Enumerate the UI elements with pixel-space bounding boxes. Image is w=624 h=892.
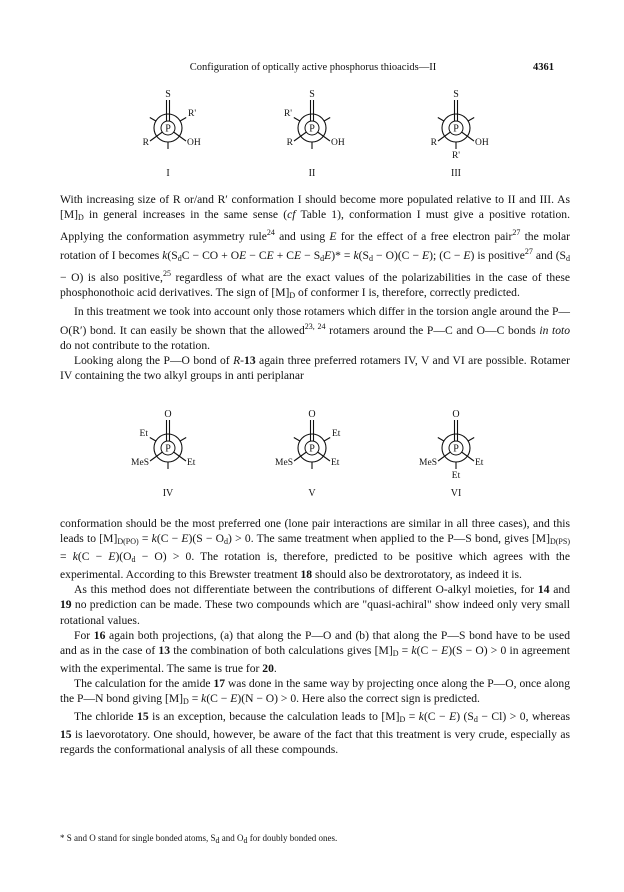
lower-left-substituent-label: MeS	[275, 458, 293, 468]
upper-right-substituent-label: Et	[332, 429, 341, 439]
body-text-lower	[60, 516, 570, 757]
newman-projection-V	[272, 409, 352, 502]
top-substituent-label: O	[308, 409, 316, 420]
back-bond-upper-right	[324, 118, 330, 122]
back-bond-upper-right	[180, 438, 186, 442]
paragraph: conformation should be the most preferred one (lone pair interactions are similar in all three cases), and this leads to $[M]_{D(PO)} = k(C - E)(S - O_d) > 0$. The same treatment when applied to the P—S bond, gives $[M]_{D(PS)} = k(C - E)(O_d - O) > 0$. The rotation is, therefore, predicted to be positive which agrees with the experimental. According to this Brewster treatment 18 should also be dextrorotatory, as indeed it is.	[60, 517, 570, 582]
back-bond-upper-left	[294, 438, 300, 442]
lower-right-substituent-label: OH	[331, 138, 345, 148]
structure-number-label: V	[308, 488, 316, 499]
top-substituent-label: O	[452, 409, 460, 420]
paragraph: Looking along the P—O bond of R-13 again three preferred rotamers IV, V and VI are possible. Rotamer IV containing the two alkyl groups in anti periplanar	[60, 353, 571, 382]
lower-right-substituent-label: Et	[331, 458, 340, 468]
center-atom-label: P	[165, 123, 171, 135]
paragraph: With increasing size of R or/and R′ conformation I should become more populated relative to II and III. As $[M]_D$ in general increases in the same sense (cf Table 1), conformation I must give a positive rotation. Applying the conformation asymmetry rule$^{24}$ and using E for the effect of a free electron pair$^{27}$ the molar rotation of I becomes $k(S_dC$ − CO + OE − CE + CE − $S_dE)* = k(S_d - O)(C - E)$; (C − E) is positive$^{27}$ and $(S_d - O)$ is also positive,$^{25}$ regardless of what are the exact values of the polarizabilities in the case of these phosphonothoic acid derivatives. The sign of $[M]_D$ of conformer I is, therefore, correctly predicted.	[60, 193, 571, 301]
paragraph: For 16 again both projections, (a) that along the P—O and (b) that along the P—S bond have to be used and as in the case of 13 the combination of both calculations gives $[M]_D = k(C - E)(S - O) > 0$ in agreement with the experimental. The same is true for 20.	[60, 628, 571, 675]
lower-right-substituent-label: OH	[187, 138, 201, 148]
newman-projection-III	[416, 89, 496, 182]
back-bond-upper-left	[150, 438, 156, 442]
newman-projection-II	[272, 89, 352, 182]
back-bond-upper-left	[438, 438, 444, 442]
newman-projection-VI	[416, 409, 496, 502]
top-substituent-label: O	[164, 409, 172, 420]
back-bond-upper-right	[468, 438, 474, 442]
lower-right-substituent-label: OH	[475, 138, 489, 148]
structure-number-label: VI	[450, 488, 462, 499]
center-atom-label: P	[309, 123, 315, 135]
paragraph: The chloride 15 is an exception, because the calculation leads to $[M]_D = k(C - E) (S_d - Cl) > 0$, whereas 15 is laevorotatory. One should, however, be aware of the fact that this treatment is very crude, especially as regards the conformational analysis of all these compounds.	[60, 710, 570, 757]
back-bond-upper-right	[468, 118, 474, 122]
lower-right-substituent-label: Et	[475, 458, 484, 468]
structure-number-label: III	[451, 168, 461, 179]
paragraph: As this method does not differentiate between the contributions of different O-alkyl moieties, for 14 and 19 no prediction can be made. These two compounds which are "quasi-achiral" show indeed only very small rotational values.	[60, 583, 571, 627]
center-atom-label: P	[453, 123, 459, 135]
paragraph: In this treatment we took into account only those rotamers which differ in the torsion angle around the P—O(R′) bond. It can easily be shown that the allowed$^{23, 24}$ rotamers around the P—C and O—C bonds in toto do not contribute to the rotation.	[60, 304, 571, 352]
back-bond-upper-left	[294, 118, 300, 122]
bottom-substituent-label: Et	[451, 471, 461, 481]
structure-number-label: IV	[162, 488, 174, 499]
back-bond-upper-right	[180, 118, 186, 122]
back-bond-upper-right	[324, 438, 330, 442]
structure-number-label: I	[166, 168, 170, 179]
bottom-substituent-label: R'	[451, 151, 461, 161]
body-text-upper	[60, 192, 570, 383]
page-number: 4361	[533, 62, 554, 73]
top-substituent-label: S	[309, 89, 315, 100]
center-atom-label: P	[309, 443, 315, 455]
center-atom-label: P	[165, 443, 171, 455]
paragraph: The calculation for the amide 17 was done in the same way by projecting once along the P—O, once along the P—N bond giving $[M]_D = k(C - E)(N - O) > 0$. Here also the correct sign is predicted.	[60, 676, 570, 707]
lower-left-substituent-label: MeS	[131, 458, 149, 468]
running-head	[78, 62, 554, 76]
back-bond-upper-left	[438, 118, 444, 122]
upper-left-substituent-label: Et	[139, 429, 148, 439]
lower-left-substituent-label: MeS	[419, 458, 437, 468]
newman-projection-I	[128, 89, 208, 182]
top-substituent-label: S	[453, 89, 459, 100]
lower-left-substituent-label: R	[142, 138, 149, 148]
center-atom-label: P	[453, 443, 459, 455]
lower-left-substituent-label: R	[430, 138, 437, 148]
lower-left-substituent-label: R	[286, 138, 293, 148]
top-substituent-label: S	[165, 89, 171, 100]
newman-projection-IV	[128, 409, 208, 502]
lower-right-substituent-label: Et	[187, 458, 196, 468]
upper-left-substituent-label: R'	[283, 109, 292, 119]
running-head-title: Configuration of optically active phosphorus thioacids—II	[189, 62, 437, 73]
footnote: * S and O stand for single bonded atoms, Sd and Od for doubly bonded ones.	[60, 833, 338, 845]
structure-number-label: II	[308, 168, 316, 179]
back-bond-upper-left	[150, 118, 156, 122]
upper-right-substituent-label: R'	[188, 109, 197, 119]
